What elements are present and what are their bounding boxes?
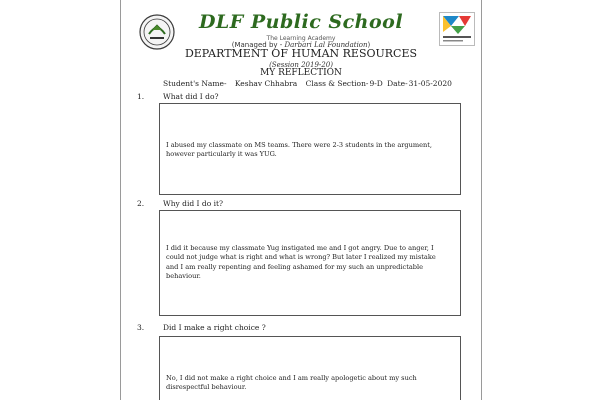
answer-line: I abused my classmate on MS teams. There were 2-3 students in the argument, — [166, 141, 433, 149]
answer-line: No, I did not make a right choice and I am really apologetic about my such — [166, 374, 417, 382]
answer-line: behaviour. — [166, 272, 201, 281]
school-tagline: The Learning Academy — [266, 35, 336, 42]
student-name-label: Student's Name- — [163, 79, 227, 88]
school-name: DLF Public School — [198, 11, 404, 33]
question-number: 3. — [137, 323, 145, 332]
date-value: 31-05-2020 — [408, 79, 452, 88]
class-value: 9-D — [369, 79, 383, 88]
question-number: 2. — [137, 199, 145, 208]
student-name-value: Keshav Chhabra — [234, 79, 298, 88]
answer-text — [166, 374, 452, 393]
answer-line: could not judge what is right and what is wrong? But later I realized my mistake — [166, 253, 436, 262]
question-text: What did I do? — [163, 92, 219, 101]
class-label: Class & Section- — [305, 79, 369, 88]
managed-suffix: ) — [367, 41, 371, 49]
date-label: Date- — [387, 79, 408, 88]
question-number: 1. — [137, 92, 145, 101]
question-text: Did I make a right choice ? — [163, 323, 266, 332]
form-title: MY REFLECTION — [260, 68, 342, 78]
answer-line: I did it because my classmate Yug instigated me and I got angry. Due to anger, I — [166, 244, 434, 252]
managed-prefix: (Managed by - — [231, 41, 285, 49]
reflection-sheet — [120, 0, 482, 400]
session-label: (Session 2019-20) — [269, 61, 333, 69]
answer-box — [159, 103, 461, 195]
managed-org: Darbari Lal Foundation — [284, 41, 368, 49]
answer-text — [166, 141, 452, 160]
answer-line: disrespectful behaviour. — [166, 383, 247, 392]
department-title: DEPARTMENT OF HUMAN RESOURCES — [184, 47, 418, 60]
answer-box — [159, 336, 461, 400]
answer-text — [166, 244, 452, 282]
answer-line: however particularly it was YUG. — [166, 150, 277, 159]
answer-box — [159, 210, 461, 316]
student-info-line — [163, 79, 458, 88]
answer-line: and I am really repenting and feeling ashamed for my such an unpredictable — [166, 262, 424, 271]
question-text: Why did I do it? — [163, 199, 224, 208]
